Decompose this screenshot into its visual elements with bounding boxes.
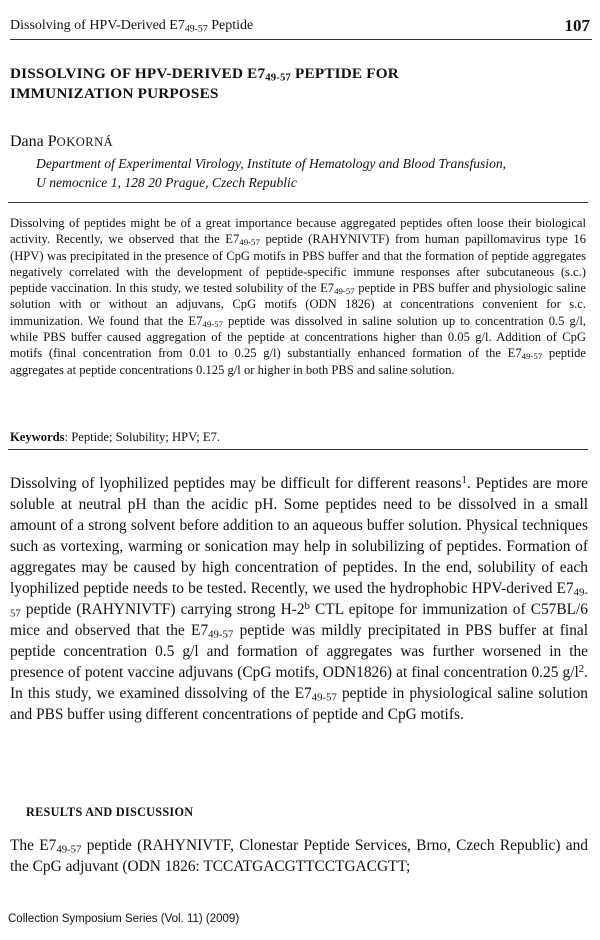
reference-marker: 1 <box>461 474 467 487</box>
title-line2: IMMUNIZATION PURPOSES <box>10 85 219 102</box>
intro-part: Dissolving of lyophilized peptides may be difficult for different reasons <box>10 475 462 492</box>
header-rule <box>10 39 592 40</box>
running-title <box>10 18 253 34</box>
intro-subscript: 49-57 <box>311 691 337 704</box>
title-line1-suffix: PEPTIDE FOR <box>291 65 399 82</box>
abstract-subscript: 49-57 <box>202 318 223 329</box>
running-title-suffix: Peptide <box>207 18 254 33</box>
affiliation-line-2: U nemocnice 1, 128 20 Prague, Czech Republic <box>36 175 297 190</box>
abstract-subscript: 49-57 <box>334 286 355 297</box>
title-line1-text: DISSOLVING OF HPV-DERIVED E7 <box>10 65 266 82</box>
abstract-part: peptide was dissolved in saline solution up to concentration 0.5 g/l, while PBS buffer caused aggregation of the peptide at concentrations higher than 0.05 g/l. Addition of CpG motifs (final concentration from 0.01 to 0.25 g/l) substantially enhanced formation of the E7 <box>10 313 586 361</box>
keywords-text: : Peptide; Solubility; HPV; E7. <box>64 430 221 444</box>
author-name <box>10 133 113 151</box>
abstract-part: peptide (RAHYNIVTF) from human papillomavirus type 16 (HPV) was precipitated in the presence of CpG motifs in PBS buffer and that the formation of peptide aggregates negatively correlated with the development of peptide-specific immune responses after subcutaneous (s.c.) peptide vaccination. In this study, we tested solubility of the E7 <box>10 232 586 296</box>
abstract-part: peptide aggregates at peptide concentrations 0.125 g/l or higher in both PBS and saline solution. <box>10 346 586 377</box>
results-subscript: 49-57 <box>56 843 82 856</box>
author-last-rest: OKORNÁ <box>56 135 114 149</box>
running-head <box>10 16 592 40</box>
author-first-name: Dana <box>10 133 48 150</box>
abstract-subscript: 49-57 <box>239 237 260 248</box>
abstract-box <box>8 202 588 450</box>
intro-part: . Peptides are more soluble at neutral pH than the acidic pH. Some peptides need to be dissolved in a small amount of a strong solvent before addition to an aqueous buffer solution. Physical techniques such as vortexing, warming or sonication may help in solubilizing of peptides. Formation of aggregates may be caused by high concentration of peptides. In the end, solubility of each lyophilized peptide needs to be tested. Recently, we used the hydrophobic HPV-derived E7 <box>10 475 588 597</box>
keywords-label: Keywords <box>10 430 65 444</box>
results-part: peptide (RAHYNIVTF, Clonestar Peptide Services, Brno, Czech Republic) and the CpG adjuvant (ODN 1826: TCCATGACGTTCCTGACGTT; <box>10 837 589 875</box>
abstract-subscript: 49-57 <box>521 351 543 362</box>
abstract-text <box>10 215 586 378</box>
reference-marker: 2 <box>578 663 585 676</box>
keywords <box>10 430 220 445</box>
affiliation <box>36 154 581 192</box>
affiliation-line-1: Department of Experimental Virology, Institute of Hematology and Blood Transfusion, <box>36 156 507 171</box>
footer: Collection Symposium Series (Vol. 11) (2009) <box>8 913 240 925</box>
article-title <box>10 64 570 104</box>
abstract-part: peptide in PBS buffer and physiologic saline solution with or without an adjuvans, CpG motifs (ODN 1826) at concentrations convenient for s.c. immunization. We found that the E7 <box>10 281 586 328</box>
title-subscript: 49-57 <box>265 72 292 84</box>
results-part: The E7 <box>10 837 57 854</box>
author-last-initial: P <box>47 133 57 150</box>
results-paragraph <box>10 835 588 877</box>
intro-paragraph <box>10 473 588 725</box>
intro-part: peptide in physiological saline solution and PBS buffer using different concentrations of peptide and CpG motifs. <box>10 685 588 723</box>
intro-subscript: 49-57 <box>208 628 234 641</box>
running-title-subscript: 49-57 <box>184 23 208 35</box>
page-number: 107 <box>564 16 590 35</box>
intro-part: peptide (RAHYNIVTF) carrying strong H-2 <box>20 601 305 618</box>
intro-part: peptide was mildly precipitated in PBS buffer at final peptide concentration 0.5 g/l and formation of aggregates was further worsened in the presence of potent vaccine adjuvans (CpG motifs, ODN1826) at final concentration 0.25 g/l <box>10 622 588 681</box>
intro-part: CTL epitope for immunization of C57BL/6 mice and observed that the E7 <box>10 601 588 639</box>
intro-part: . In this study, we examined dissolving of the E7 <box>10 664 588 702</box>
section-heading-results: RESULTS AND DISCUSSION <box>26 805 194 819</box>
intro-superscript: b <box>304 600 310 613</box>
abstract-part: Dissolving of peptides might be of a great importance because aggregated peptides often loose their biological activity. Recently, we observed that the E7 <box>10 216 586 247</box>
intro-subscript: 49-57 <box>10 586 588 620</box>
running-title-text: Dissolving of HPV-Derived E7 <box>10 18 185 33</box>
